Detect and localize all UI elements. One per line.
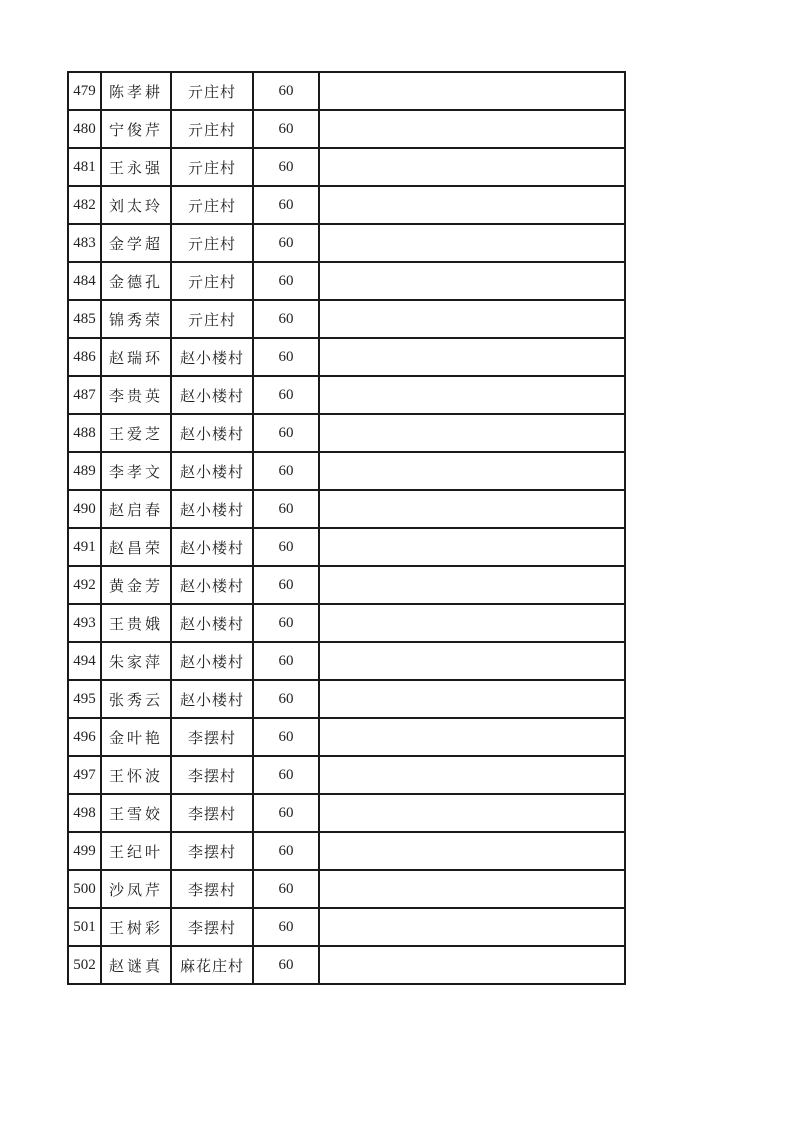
cell-serial-number: 479 xyxy=(68,72,101,110)
cell-village-name: 李摆村 xyxy=(171,718,253,756)
cell-blank xyxy=(319,566,625,604)
cell-serial-number: 502 xyxy=(68,946,101,984)
cell-village-name: 亓庄村 xyxy=(171,224,253,262)
cell-person-name: 王纪叶 xyxy=(101,832,171,870)
cell-village-name: 李摆村 xyxy=(171,832,253,870)
cell-serial-number: 483 xyxy=(68,224,101,262)
cell-blank xyxy=(319,452,625,490)
cell-blank xyxy=(319,300,625,338)
cell-blank xyxy=(319,794,625,832)
cell-blank xyxy=(319,718,625,756)
cell-person-name: 刘太玲 xyxy=(101,186,171,224)
cell-amount: 60 xyxy=(253,528,319,566)
cell-serial-number: 499 xyxy=(68,832,101,870)
cell-amount: 60 xyxy=(253,604,319,642)
cell-blank xyxy=(319,870,625,908)
cell-serial-number: 486 xyxy=(68,338,101,376)
cell-amount: 60 xyxy=(253,566,319,604)
cell-person-name: 王雪姣 xyxy=(101,794,171,832)
cell-serial-number: 487 xyxy=(68,376,101,414)
cell-amount: 60 xyxy=(253,794,319,832)
table-row xyxy=(68,452,625,490)
cell-serial-number: 497 xyxy=(68,756,101,794)
cell-blank xyxy=(319,72,625,110)
cell-amount: 60 xyxy=(253,300,319,338)
cell-person-name: 赵瑞环 xyxy=(101,338,171,376)
cell-blank xyxy=(319,946,625,984)
cell-serial-number: 484 xyxy=(68,262,101,300)
table-body xyxy=(68,72,625,984)
cell-amount: 60 xyxy=(253,908,319,946)
table-row xyxy=(68,566,625,604)
table-row xyxy=(68,490,625,528)
cell-village-name: 亓庄村 xyxy=(171,186,253,224)
cell-person-name: 宁俊芹 xyxy=(101,110,171,148)
table-row xyxy=(68,528,625,566)
cell-village-name: 亓庄村 xyxy=(171,300,253,338)
cell-serial-number: 492 xyxy=(68,566,101,604)
cell-blank xyxy=(319,490,625,528)
table-row xyxy=(68,72,625,110)
cell-person-name: 朱家萍 xyxy=(101,642,171,680)
cell-amount: 60 xyxy=(253,186,319,224)
cell-blank xyxy=(319,110,625,148)
cell-person-name: 金学超 xyxy=(101,224,171,262)
table-row xyxy=(68,262,625,300)
cell-serial-number: 500 xyxy=(68,870,101,908)
cell-village-name: 赵小楼村 xyxy=(171,490,253,528)
cell-amount: 60 xyxy=(253,148,319,186)
cell-serial-number: 480 xyxy=(68,110,101,148)
cell-serial-number: 490 xyxy=(68,490,101,528)
table-row xyxy=(68,300,625,338)
table-row xyxy=(68,224,625,262)
table-row xyxy=(68,794,625,832)
cell-serial-number: 496 xyxy=(68,718,101,756)
cell-amount: 60 xyxy=(253,680,319,718)
cell-blank xyxy=(319,224,625,262)
cell-amount: 60 xyxy=(253,870,319,908)
cell-blank xyxy=(319,414,625,452)
cell-village-name: 赵小楼村 xyxy=(171,642,253,680)
table-row xyxy=(68,718,625,756)
cell-serial-number: 494 xyxy=(68,642,101,680)
cell-village-name: 李摆村 xyxy=(171,870,253,908)
cell-person-name: 金德孔 xyxy=(101,262,171,300)
cell-person-name: 赵启春 xyxy=(101,490,171,528)
cell-blank xyxy=(319,338,625,376)
cell-village-name: 赵小楼村 xyxy=(171,376,253,414)
cell-village-name: 亓庄村 xyxy=(171,72,253,110)
cell-person-name: 赵谜真 xyxy=(101,946,171,984)
cell-amount: 60 xyxy=(253,110,319,148)
cell-person-name: 王贵娥 xyxy=(101,604,171,642)
cell-amount: 60 xyxy=(253,224,319,262)
cell-village-name: 麻花庄村 xyxy=(171,946,253,984)
table-row xyxy=(68,832,625,870)
cell-village-name: 赵小楼村 xyxy=(171,528,253,566)
table-row xyxy=(68,642,625,680)
cell-amount: 60 xyxy=(253,832,319,870)
cell-village-name: 赵小楼村 xyxy=(171,452,253,490)
cell-blank xyxy=(319,832,625,870)
cell-village-name: 赵小楼村 xyxy=(171,414,253,452)
cell-person-name: 王怀波 xyxy=(101,756,171,794)
cell-amount: 60 xyxy=(253,414,319,452)
cell-serial-number: 481 xyxy=(68,148,101,186)
roster-table xyxy=(67,71,626,985)
cell-amount: 60 xyxy=(253,452,319,490)
cell-village-name: 李摆村 xyxy=(171,908,253,946)
cell-village-name: 亓庄村 xyxy=(171,110,253,148)
cell-village-name: 赵小楼村 xyxy=(171,604,253,642)
table-row xyxy=(68,148,625,186)
cell-serial-number: 501 xyxy=(68,908,101,946)
cell-person-name: 锦秀荣 xyxy=(101,300,171,338)
cell-blank xyxy=(319,376,625,414)
table-row xyxy=(68,338,625,376)
cell-person-name: 金叶艳 xyxy=(101,718,171,756)
cell-person-name: 王永强 xyxy=(101,148,171,186)
cell-blank xyxy=(319,148,625,186)
cell-serial-number: 489 xyxy=(68,452,101,490)
cell-village-name: 赵小楼村 xyxy=(171,338,253,376)
cell-amount: 60 xyxy=(253,338,319,376)
cell-village-name: 李摆村 xyxy=(171,794,253,832)
table-row xyxy=(68,680,625,718)
cell-blank xyxy=(319,756,625,794)
cell-blank xyxy=(319,604,625,642)
table-row xyxy=(68,908,625,946)
cell-amount: 60 xyxy=(253,718,319,756)
cell-blank xyxy=(319,186,625,224)
table-row xyxy=(68,870,625,908)
cell-amount: 60 xyxy=(253,72,319,110)
cell-serial-number: 495 xyxy=(68,680,101,718)
cell-person-name: 陈孝耕 xyxy=(101,72,171,110)
cell-person-name: 赵昌荣 xyxy=(101,528,171,566)
cell-serial-number: 482 xyxy=(68,186,101,224)
cell-serial-number: 491 xyxy=(68,528,101,566)
cell-blank xyxy=(319,528,625,566)
cell-amount: 60 xyxy=(253,490,319,528)
table-row xyxy=(68,110,625,148)
cell-blank xyxy=(319,642,625,680)
cell-blank xyxy=(319,680,625,718)
table-row xyxy=(68,604,625,642)
cell-person-name: 沙凤芹 xyxy=(101,870,171,908)
cell-amount: 60 xyxy=(253,642,319,680)
table-row xyxy=(68,946,625,984)
table-row xyxy=(68,376,625,414)
cell-village-name: 李摆村 xyxy=(171,756,253,794)
cell-serial-number: 488 xyxy=(68,414,101,452)
cell-serial-number: 493 xyxy=(68,604,101,642)
cell-amount: 60 xyxy=(253,756,319,794)
cell-village-name: 亓庄村 xyxy=(171,262,253,300)
cell-blank xyxy=(319,908,625,946)
cell-amount: 60 xyxy=(253,376,319,414)
cell-serial-number: 498 xyxy=(68,794,101,832)
table-row xyxy=(68,186,625,224)
cell-amount: 60 xyxy=(253,946,319,984)
cell-village-name: 亓庄村 xyxy=(171,148,253,186)
cell-person-name: 黄金芳 xyxy=(101,566,171,604)
cell-village-name: 赵小楼村 xyxy=(171,680,253,718)
table-row xyxy=(68,414,625,452)
cell-person-name: 王爱芝 xyxy=(101,414,171,452)
cell-person-name: 张秀云 xyxy=(101,680,171,718)
cell-blank xyxy=(319,262,625,300)
cell-person-name: 王树彩 xyxy=(101,908,171,946)
cell-amount: 60 xyxy=(253,262,319,300)
cell-person-name: 李孝文 xyxy=(101,452,171,490)
cell-serial-number: 485 xyxy=(68,300,101,338)
cell-person-name: 李贵英 xyxy=(101,376,171,414)
cell-village-name: 赵小楼村 xyxy=(171,566,253,604)
table-row xyxy=(68,756,625,794)
